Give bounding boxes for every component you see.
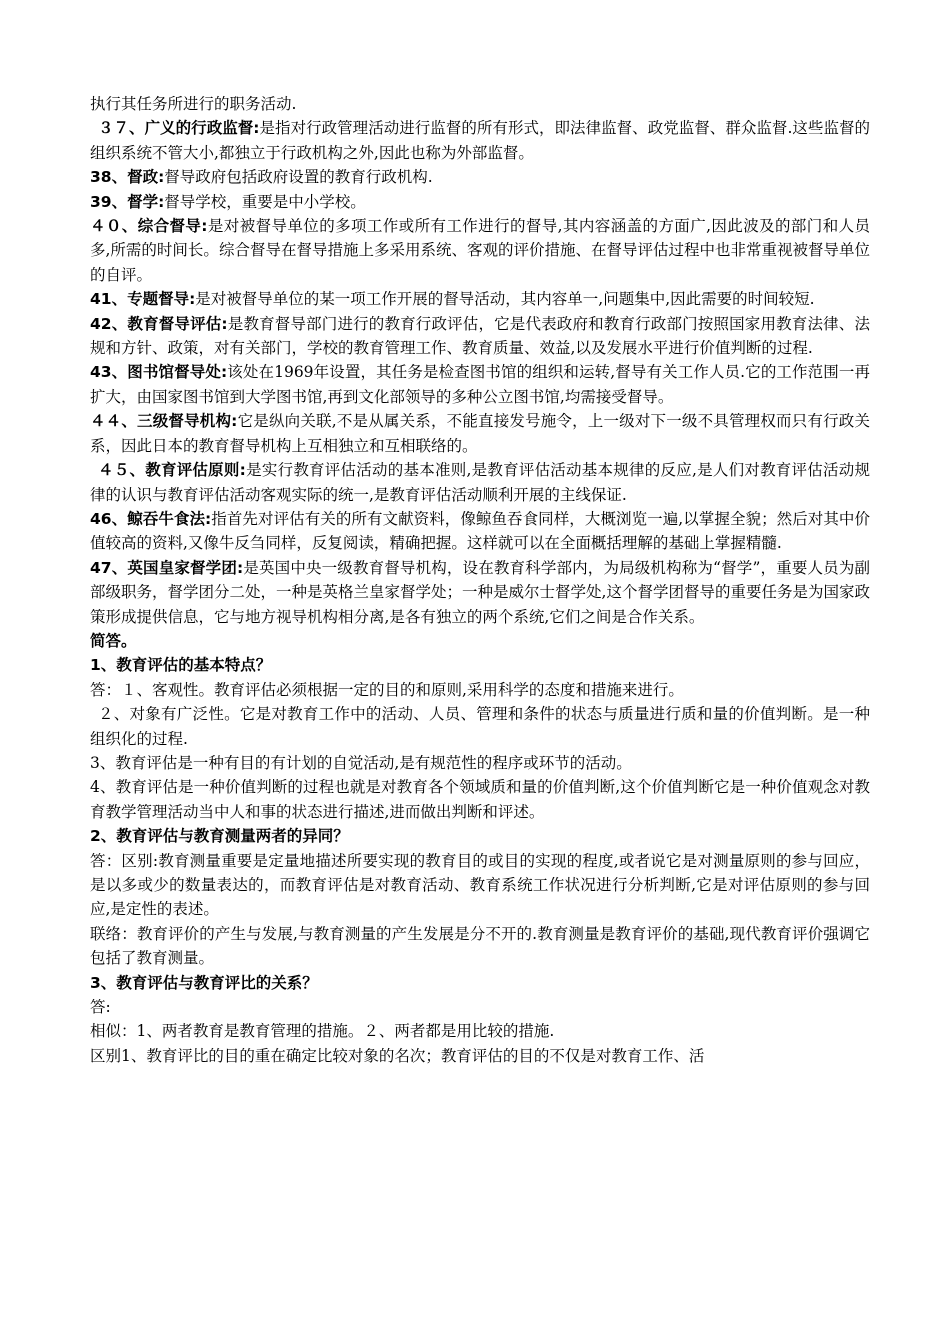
term-definition: 该处在1969年设置，其任务是检查图书馆的组织和运转,督导有关工作人员.它的工作范围一再扩大，由国家图书馆到大学图书馆,再到文化部领导的多种公立图书馆,均需接受督导。 [90,363,870,406]
term-title: ４０、综合督导: [90,217,208,236]
term-definition: 是教育督导部门进行的教育行政评估，它是代表政府和教育行政部门按照国家用教育法律、法规和方针、政策，对有关部门，学校的教育管理工作、教育质量、效益,以及发展水平进行价值判断的过程. [90,314,870,358]
term-definition: 督导政府包括政府设置的教育行政机构. [164,168,433,187]
answer-line: 4、教育评估是一种价值判断的过程也就是对教育各个领域质和量的价值判断,这个价值判断它是一种价值观念对教育教学管理活动当中人和事的状态进行描述,进而做出判断和评述。 [90,778,870,821]
term-title: 43、图书馆督导处: [90,363,228,382]
answer-line: 相似：1、两者教育是教育管理的措施。２、两者都是用比较的措施. [90,1022,555,1041]
answer-line: 答: [90,998,111,1017]
term-title: 42、教育督导评估: [90,314,228,333]
answer-line: 区别1、教育评比的目的重在确定比较对象的名次；教育评估的目的不仅是对教育工作、活 [90,1046,705,1065]
text-line: 执行其任务所进行的职务活动. [90,95,297,113]
term-45 [90,458,870,507]
term-definition: 是指对行政管理活动进行监督的所有形式，即法律监督、政党监督、群众监督.这些监督的组织系统不管大小,都独立于行政机构之外,因此也称为外部监督。 [90,119,871,162]
term-title: 39、督学: [90,192,165,211]
term-42 [90,312,870,361]
term-40 [90,214,870,287]
term-title: 38、督政: [90,168,165,187]
term-definition: 是实行教育评估活动的基本准则,是教育评估活动基本规律的反应,是人们对教育评估活动规律的认识与教育评估活动客观实际的统一,是教育评估活动顺利开展的主线保证. [90,461,871,504]
term-title: ４５、教育评估原则: [98,461,246,480]
term-37 [90,116,870,165]
question-2: 2、教育评估与教育测量两者的异同？ [90,827,349,846]
term-39 [90,190,870,214]
section-heading: 简答。 [90,631,137,650]
term-38 [90,165,870,189]
answer-line: 答：区别:教育测量重要是定量地描述所要实现的教育目的或目的实现的程度,或者说它是对测量原则的参与回应，是以多或少的数量表达的，而教育评估是对教育活动、教育系统工作状况进行分析判断,它是对评估原则的参与回应,是定性的表述。 [90,851,870,919]
term-title: 47、英国皇家督学团: [90,558,244,577]
term-definition: 督导学校，重要是中小学校。 [164,192,366,211]
term-title: 46、鲸吞牛食法: [90,509,212,528]
question-3: 3、教育评估与教育评比的关系？ [90,973,318,992]
term-46 [90,507,870,556]
term-definition: 它是纵向关联,不是从属关系，不能直接发号施令，上一级对下一级不具管理权而只有行政关系，因此日本的教育督导机构上互相独立和互相联络的。 [90,412,870,455]
term-title: ４４、三级督导机构: [90,412,238,431]
answer-line: 3、教育评估是一种有目的有计划的自觉活动,是有规范性的程序或环节的活动。 [90,753,632,772]
term-43 [90,360,870,409]
term-47 [90,556,870,629]
term-definition: 是英国中央一级教育督导机构，设在教育科学部内，为局级机构称为“督学”，重要人员为副部级职务，督学团分二处，一种是英格兰皇家督学处；一种是威尔士督学处,这个督学团督导的重要任务是为国家政策形成提供信息，它与地方视导机构相分离,是各有独立的两个系统,它们之间是合作关系。 [90,558,870,626]
term-definition: 是对被督导单位的多项工作或所有工作进行的督导,其内容涵盖的方面广,因此波及的部门和人员多,所需的时间长。综合督导在督导措施上多采用系统、客观的评价措施、在督导评估过程中也非常重视被督导单位的自评。 [90,217,871,284]
answer-line: 联络：教育评价的产生与发展,与教育测量的产生发展是分不开的.教育测量是教育评价的基础,现代教育评价强调它包括了教育测量。 [90,924,870,968]
term-41 [90,287,870,311]
term-title: ３７、广义的行政监督: [98,119,260,138]
term-definition: 指首先对评估有关的所有文献资料，像鲸鱼吞食同样，大概浏览一遍,以掌握全貌；然后对其中价值较高的资料,又像牛反刍同样，反复阅读，精确把握。这样就可以在全面概括理解的基础上掌握精髓. [90,509,870,553]
answer-line: 答：１、客观性。教育评估必须根据一定的目的和原则,采用科学的态度和措施来进行。 [90,680,684,699]
question-1: 1、教育评估的基本特点？ [90,656,272,675]
term-title: 41、专题督导: [90,290,196,309]
term-definition: 是对被督导单位的某一项工作开展的督导活动，其内容单一,问题集中,因此需要的时间较短. [195,290,815,309]
answer-line: ２、对象有广泛性。它是对教育工作中的活动、人员、管理和条件的状态与质量进行质和量的价值判断。是一种组织化的过程. [90,705,870,748]
term-44 [90,409,870,458]
